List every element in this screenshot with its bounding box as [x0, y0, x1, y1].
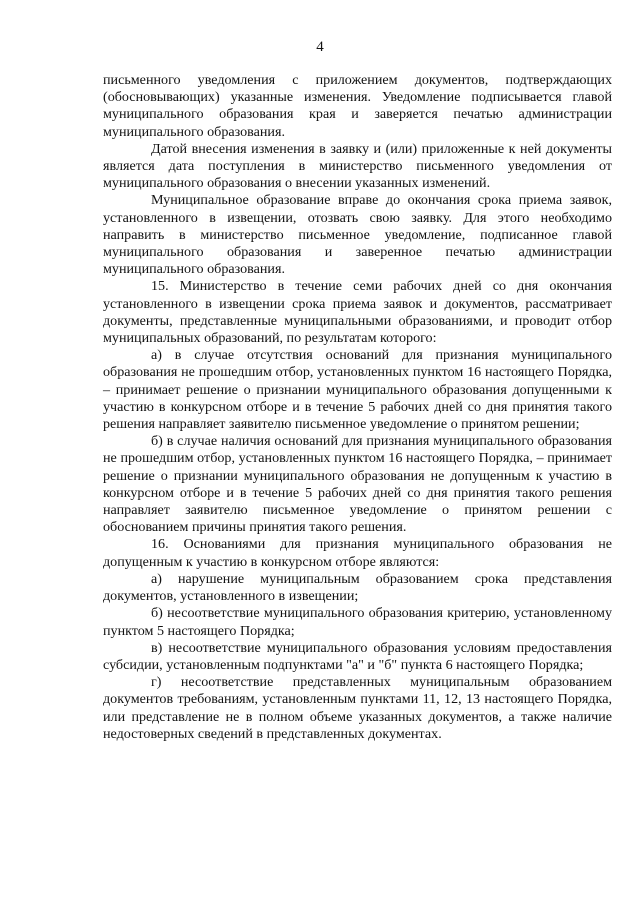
page-number: 4: [316, 39, 324, 55]
paragraph-clause-15: 15. Министерство в течение семи рабочих дней со дня окончания установленного в извещении срока приема заявок и документов, рассматривает документы, представленные муниципальными образованиями, и проводит отбор муниципальных образований, по результатам которого:: [103, 278, 612, 347]
paragraph-continuation: письменного уведомления с приложением документов, подтверждающих (обосновывающих) указанные изменения. Уведомление подписывается главой муниципального образования края и заверяется печатью администрации муниципального образования.: [103, 72, 612, 140]
paragraph-clause-15-b: б) в случае наличия оснований для признания муниципального образования не прошедшим отбор, установленных пунктом 16 настоящего Порядка, – принимает решение о признании муниципального образования не допущенным к участию в конкурсном отборе и в течение 5 рабочих дней со дня принятия такого решения направляет заявителю письменное уведомление о принятом решении с обоснованием причины принятия такого решения.: [103, 433, 612, 536]
paragraph-change-date: Датой внесения изменения в заявку и (или) приложенные к ней документы является дата поступления в министерство письменного уведомления от муниципального образования о внесении указанных изменений.: [103, 140, 612, 192]
paragraph-clause-15-a: а) в случае отсутствия оснований для признания муниципального образования не прошедшим отбор, установленных пунктом 16 настоящего Порядка, – принимает решение о признании муниципального образования допущенными к участию в конкурсном отборе и в течение 5 рабочих дней со дня принятия такого решения направляет заявителю письменное уведомление о принятом решении;: [103, 347, 612, 433]
paragraph-clause-16: 16. Основаниями для признания муниципального образования не допущенным к участию в конкурсном отборе являются:: [103, 536, 612, 570]
document-body: [103, 72, 612, 743]
paragraph-clause-16-v: в) несоответствие муниципального образования условиям предоставления субсидии, установленным подпунктами "а" и "б" пункта 6 настоящего Порядка;: [103, 639, 612, 673]
paragraph-clause-16-g: г) несоответствие представленных муниципальным образованием документов требованиям, установленным пунктами 11, 12, 13 настоящего Порядка, или представление не в полном объеме указанных документов, а также наличие недостоверных сведений в представленных документах.: [103, 674, 612, 742]
paragraph-withdraw-application: Муниципальное образование вправе до окончания срока приема заявок, установленного в извещении, отозвать свою заявку. Для этого необходимо направить в министерство письменное уведомление, подписанное главой муниципального образования и заверенное печатью администрации муниципального образования.: [103, 192, 612, 278]
paragraph-clause-16-b: б) несоответствие муниципального образования критерию, установленному пунктом 5 настоящего Порядка;: [103, 605, 612, 639]
paragraph-clause-16-a: а) нарушение муниципальным образованием срока представления документов, установленного в извещении;: [103, 570, 612, 605]
